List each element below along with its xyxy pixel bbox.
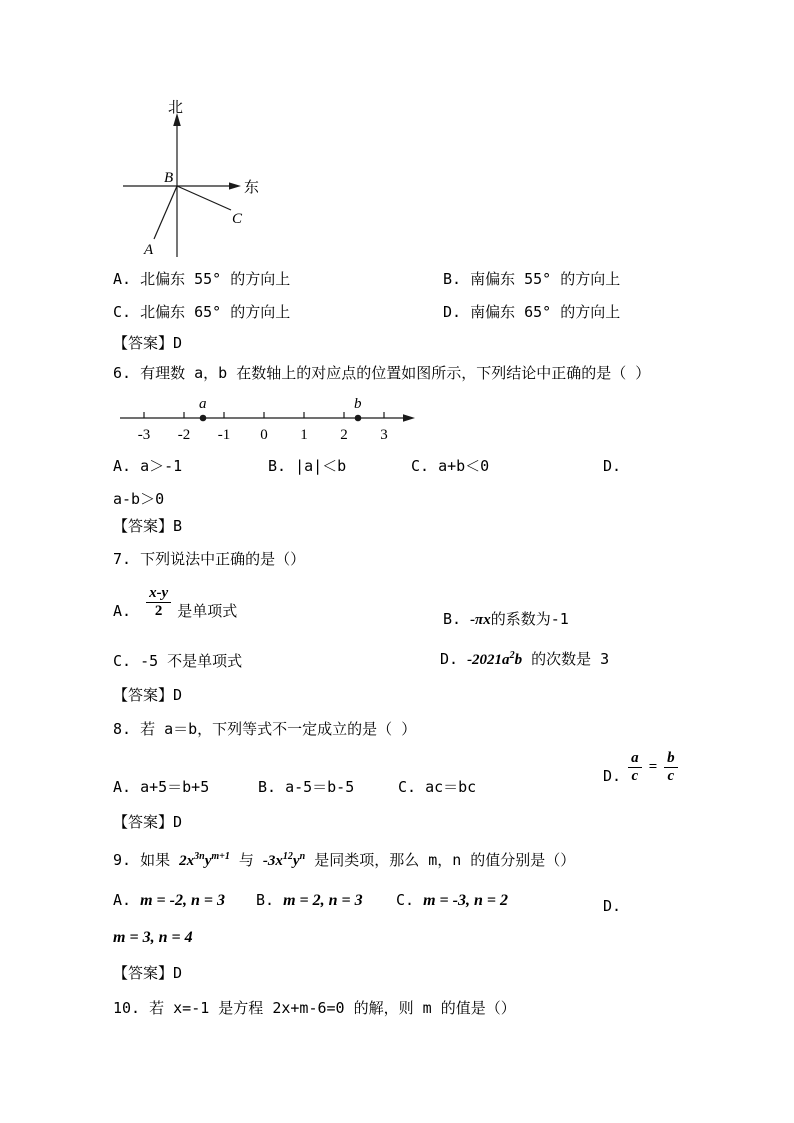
q7-option-a	[113, 585, 237, 621]
q8-statement: 8. 若 a＝b，下列等式不一定成立的是（ ）	[113, 720, 417, 738]
east-arrowhead-icon	[229, 182, 241, 189]
q9-term-1	[179, 853, 230, 869]
math-tail: b	[514, 652, 523, 668]
q9-option-d	[603, 897, 630, 916]
q9-option-a-label: A.	[113, 891, 132, 909]
q5-option-d-text: 南偏东 65° 的方向上	[470, 303, 621, 321]
q8-option-b	[258, 778, 354, 797]
compass-diagram	[120, 93, 270, 265]
q9-option-b	[256, 891, 363, 911]
fraction-denominator: 2	[154, 603, 163, 620]
q9-option-a	[113, 891, 225, 911]
math-superscript: 2	[509, 650, 515, 661]
q7-answer: 【答案】D	[113, 686, 183, 704]
q7-option-c-label: C.	[113, 652, 132, 670]
math-superscript: n	[299, 851, 306, 862]
point-c-label: C	[232, 211, 243, 227]
q9-option-b-math: m = 2, n = 3	[283, 892, 363, 909]
q9-option-c-math: m = -3, n = 2	[423, 892, 508, 909]
fraction-denominator: c	[631, 768, 639, 785]
q8-option-c-label: C.	[398, 778, 417, 796]
q5-option-b	[443, 270, 620, 289]
point-a-dot	[200, 415, 207, 422]
tick-label-neg3: -3	[137, 427, 151, 443]
q5-option-b-label: B.	[443, 270, 462, 288]
tick-label-neg1: -1	[217, 427, 231, 443]
q9-statement-prefix: 9. 如果	[113, 851, 171, 869]
number-line-arrowhead-icon	[403, 414, 415, 422]
q5-option-c-label: C.	[113, 303, 132, 321]
point-b-label: B	[164, 170, 174, 186]
math-base: -3x	[262, 853, 283, 869]
q6-option-b-text: |a|＜b	[295, 457, 347, 475]
q9-option-d-label: D.	[603, 897, 622, 915]
q7-option-c	[113, 652, 242, 671]
math-superscript: 12	[282, 851, 293, 862]
q6-option-d	[603, 457, 630, 476]
q5-option-d-label: D.	[443, 303, 462, 321]
q6-answer: 【答案】B	[113, 517, 183, 535]
q8-option-d-label: D.	[603, 766, 622, 785]
q8-option-b-label: B.	[258, 778, 277, 796]
q7-option-b-math: -πx	[470, 612, 491, 628]
q8-option-c-text: ac＝bc	[425, 778, 477, 796]
q5-option-c	[113, 303, 290, 322]
q5-option-a-label: A.	[113, 270, 132, 288]
q5-answer: 【答案】D	[113, 334, 183, 352]
q8-option-a	[113, 778, 209, 797]
tick-label-1: 1	[300, 427, 308, 443]
q7-option-d-math	[467, 652, 522, 668]
q9-statement	[113, 851, 575, 871]
q7-option-d-label: D.	[440, 650, 459, 668]
q8-answer: 【答案】D	[113, 813, 183, 831]
math-base: y	[292, 853, 300, 869]
q7-option-a-label: A.	[113, 601, 132, 620]
q6-option-a-label: A.	[113, 457, 132, 475]
fraction-numerator: b	[664, 750, 678, 768]
q6-option-d-text: a-b＞0	[113, 490, 165, 508]
q7-option-b-label: B.	[443, 610, 462, 628]
fraction-numerator: a	[628, 750, 642, 768]
east-label: 东	[244, 178, 260, 196]
q8-option-b-text: a-5＝b-5	[285, 778, 355, 796]
point-a-label: A	[144, 242, 154, 258]
q7-option-d	[440, 650, 609, 670]
fraction-numerator: x-y	[146, 585, 171, 603]
number-line-diagram	[110, 395, 425, 443]
q10-statement: 10. 若 x=-1 是方程 2x+m-6=0 的解，则 m 的值是（）	[113, 999, 516, 1017]
q6-option-b	[268, 457, 346, 476]
q6-option-d-label: D.	[603, 457, 622, 475]
q7-option-d-suffix: 的次数是 3	[531, 650, 610, 668]
q5-option-d	[443, 303, 620, 322]
q7-option-c-text: -5 不是单项式	[140, 652, 243, 670]
q9-option-c-label: C.	[396, 891, 415, 909]
q8-option-a-text: a+5＝b+5	[140, 778, 210, 796]
math-superscript: 3n	[194, 851, 205, 862]
q5-option-b-text: 南偏东 55° 的方向上	[470, 270, 621, 288]
math-base: y	[204, 853, 212, 869]
q5-option-a-text: 北偏东 55° 的方向上	[140, 270, 291, 288]
ray-ba-line	[154, 186, 177, 239]
math-base: 2x	[179, 853, 195, 869]
equals-sign: =	[648, 759, 658, 776]
q6-option-c-label: C.	[411, 457, 430, 475]
q8-option-d	[603, 750, 678, 786]
q6-option-a	[113, 457, 182, 476]
q6-option-c-text: a+b＜0	[438, 457, 490, 475]
tick-label-neg2: -2	[177, 427, 191, 443]
math-superscript: m+1	[211, 851, 230, 862]
tick-label-2: 2	[340, 427, 348, 443]
q5-option-a	[113, 270, 290, 289]
numberline-a-label: a	[199, 396, 207, 412]
q6-option-c	[411, 457, 489, 476]
q7-option-b-suffix: 的系数为-1	[490, 610, 569, 628]
q8-fraction-left	[628, 750, 642, 786]
q9-option-b-label: B.	[256, 891, 275, 909]
q9-conjunction: 与	[238, 851, 254, 869]
fraction-denominator: c	[667, 768, 675, 785]
q7-option-a-fraction	[146, 585, 171, 621]
numberline-b-label: b	[354, 396, 362, 412]
q9-option-a-math: m = -2, n = 3	[140, 892, 225, 909]
q8-fraction-right	[664, 750, 678, 786]
point-b-dot	[355, 415, 362, 422]
north-label: 北	[168, 98, 184, 116]
q6-option-a-text: a＞-1	[140, 457, 183, 475]
q6-option-b-label: B.	[268, 457, 287, 475]
q9-statement-suffix: 是同类项，那么 m，n 的值分别是（）	[314, 851, 576, 869]
math-base: -2021a	[467, 652, 510, 668]
q9-option-d-math: m = 3, n = 4	[113, 929, 193, 946]
q5-option-c-text: 北偏东 65° 的方向上	[140, 303, 291, 321]
tick-label-3: 3	[380, 427, 388, 443]
q9-option-c	[396, 891, 508, 911]
q7-option-a-suffix: 是单项式	[177, 601, 238, 620]
q9-term-2	[263, 853, 305, 869]
ray-bc-line	[177, 186, 231, 210]
tick-label-0: 0	[260, 427, 268, 443]
q7-option-b	[443, 610, 569, 630]
q8-option-a-label: A.	[113, 778, 132, 796]
q6-statement: 6. 有理数 a，b 在数轴上的对应点的位置如图所示，下列结论中正确的是（ ）	[113, 364, 651, 382]
q7-statement: 7. 下列说法中正确的是（）	[113, 550, 306, 568]
q8-option-c	[398, 778, 476, 797]
q9-answer: 【答案】D	[113, 964, 183, 982]
